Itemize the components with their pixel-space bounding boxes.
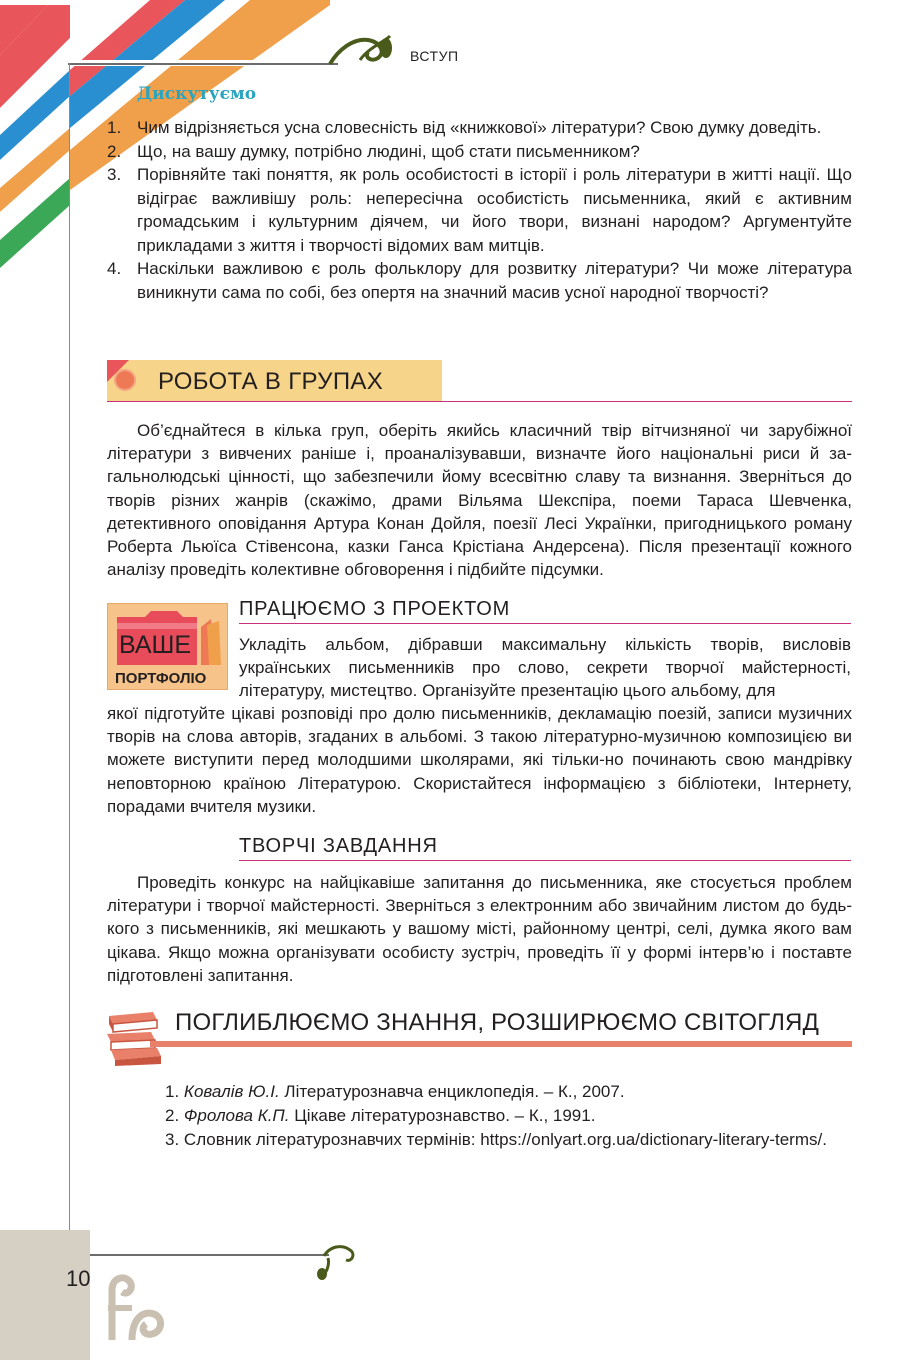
question-text: Чим відрізняється усна словесність від «книжкової» літератури? Свою думку доведіть.	[137, 118, 822, 137]
reference-title: Цікаве літературознавство. – К., 1991.	[294, 1106, 596, 1125]
question-item	[107, 140, 852, 164]
portfolio-badge-bottom: ПОРТФОЛІО	[115, 670, 207, 687]
question-item	[107, 163, 852, 257]
reference-item	[165, 1128, 852, 1152]
reference-title: Літературознавча енциклопедія. – К., 2007.	[284, 1082, 625, 1101]
portfolio-folder-icon	[107, 603, 228, 690]
frame-bottom-line	[69, 1254, 329, 1256]
question-number: 4.	[107, 259, 122, 278]
portfolio-text-continued: якої підготуйте цікаві розповіді про долю письменників, декламацію поезій, записи музичних творів на слова авторів, згаданих в альбомі. З такою літературно-музичною композицією ви можете виступити перед молодшими школярами, які тільки-но починають свою мандрівку неповторною країною Літературою. Скористайтеся інформацією з бібліотеки, Інтернету, порадами вчителя музики.	[107, 704, 852, 816]
page-corner-block	[0, 1230, 90, 1360]
page-monogram-ornament	[102, 1270, 168, 1342]
footer-ornament	[300, 1238, 360, 1282]
deepen-divider	[150, 1041, 852, 1047]
group-work-heading: РОБОТА В ГРУПАХ	[158, 368, 383, 395]
question-text: Що, на вашу думку, потрібно людині, щоб стати письменником?	[137, 141, 640, 161]
section-divider	[107, 401, 852, 402]
reference-author: Фролова К.П.	[183, 1106, 290, 1125]
section-divider	[239, 623, 851, 624]
creative-tasks-text: Проведіть конкурс на найцікавіше запитання до письменника, яке стосується проблем літератури і творчої майстерності. Зверніться з електронним або звичайним листом до будь-кого з письменників, які мешкають у вашому місті, районному центрі, селі, думка якого вам цікава. Якщо можна організувати особисту зустріч, проведіть її у формі інтерв’ю і поставте підготовлені запитання.	[107, 873, 852, 985]
page-number: 10	[66, 1266, 91, 1291]
references-list	[165, 1080, 852, 1152]
section-label: ВСТУП	[410, 48, 459, 64]
header-ornament	[68, 30, 408, 70]
margin-frame-line	[69, 63, 70, 1256]
deepen-knowledge-heading: ПОГЛИБЛЮЄМО ЗНАННЯ, РОЗШИРЮЄМО СВІТОГЛЯД	[175, 1009, 820, 1036]
portfolio-text-start: Укладіть альбом, дібравши максимальну кількість творів, висловів українських письменників про слово, секрети творчої майстерності, літературу, мистецтво. Організуйте презентацію цього альбому, для	[239, 635, 851, 701]
reference-number: 2.	[165, 1106, 180, 1125]
question-number: 3.	[107, 165, 122, 184]
question-text: Наскільки важливою є роль фольклору для розвитку літератури? Чи може література виникнути сама по собі, без опертя на значний масив усної народної творчості?	[137, 259, 852, 302]
portfolio-badge-top: ВАШЕ	[119, 631, 192, 659]
question-number: 1.	[107, 118, 122, 137]
reference-author: Ковалів Ю.І.	[183, 1082, 280, 1101]
circle-bullet-icon	[114, 369, 136, 391]
group-work-text: Об’єднайтеся в кілька груп, оберіть якийсь класичний твір вітчизняної чи зарубіжної літератури з вивчених раніше і, проаналізувавши, визначте його національні риси й загальнолюдські цінності, що забезпечили йому всесвітню славу та визнання. Зверніться до творів різних жанрів (скажімо, драми Вільяма Шекспіра, поеми Тараса Шевченка, детективного оповідання Артура Конан Дойля, поезії Лесі Українки, пригодницького роману Роберта Льюїса Стівенсона, казки Ганса Крістіана Андерсена). Після презентації кожного аналізу проведіть колективне обговорення і підбийте підсумки.	[107, 421, 852, 580]
portfolio-heading: ПРАЦЮЄМО З ПРОЕКТОМ	[239, 598, 511, 620]
reference-item	[165, 1104, 852, 1128]
question-item	[107, 257, 852, 304]
reference-item	[165, 1080, 852, 1104]
reference-number: 3.	[165, 1130, 180, 1149]
question-item	[107, 116, 852, 140]
reference-title: Словник літературознавчих термінів: https://onlyart.org.ua/dictionary-literary-terms/.	[183, 1130, 827, 1149]
question-text: Порівняйте такі поняття, як роль особистості в історії і роль літератури в житті нації. Що відіграє важливішу роль: непересічна особистість письменника, який є активним громадським і культурним діячем, чи його твори, визнані народом? Аргументуйте прикладами з життя і творчості відомих вам митців.	[137, 165, 852, 255]
books-stack-icon	[105, 1006, 163, 1066]
creative-tasks-heading: ТВОРЧІ ЗАВДАННЯ	[239, 835, 438, 857]
question-number: 2.	[107, 141, 122, 161]
section-divider	[239, 860, 851, 861]
reference-number: 1.	[165, 1082, 180, 1101]
discuss-heading: Дискутуємо	[137, 84, 257, 104]
questions-list	[107, 116, 852, 304]
